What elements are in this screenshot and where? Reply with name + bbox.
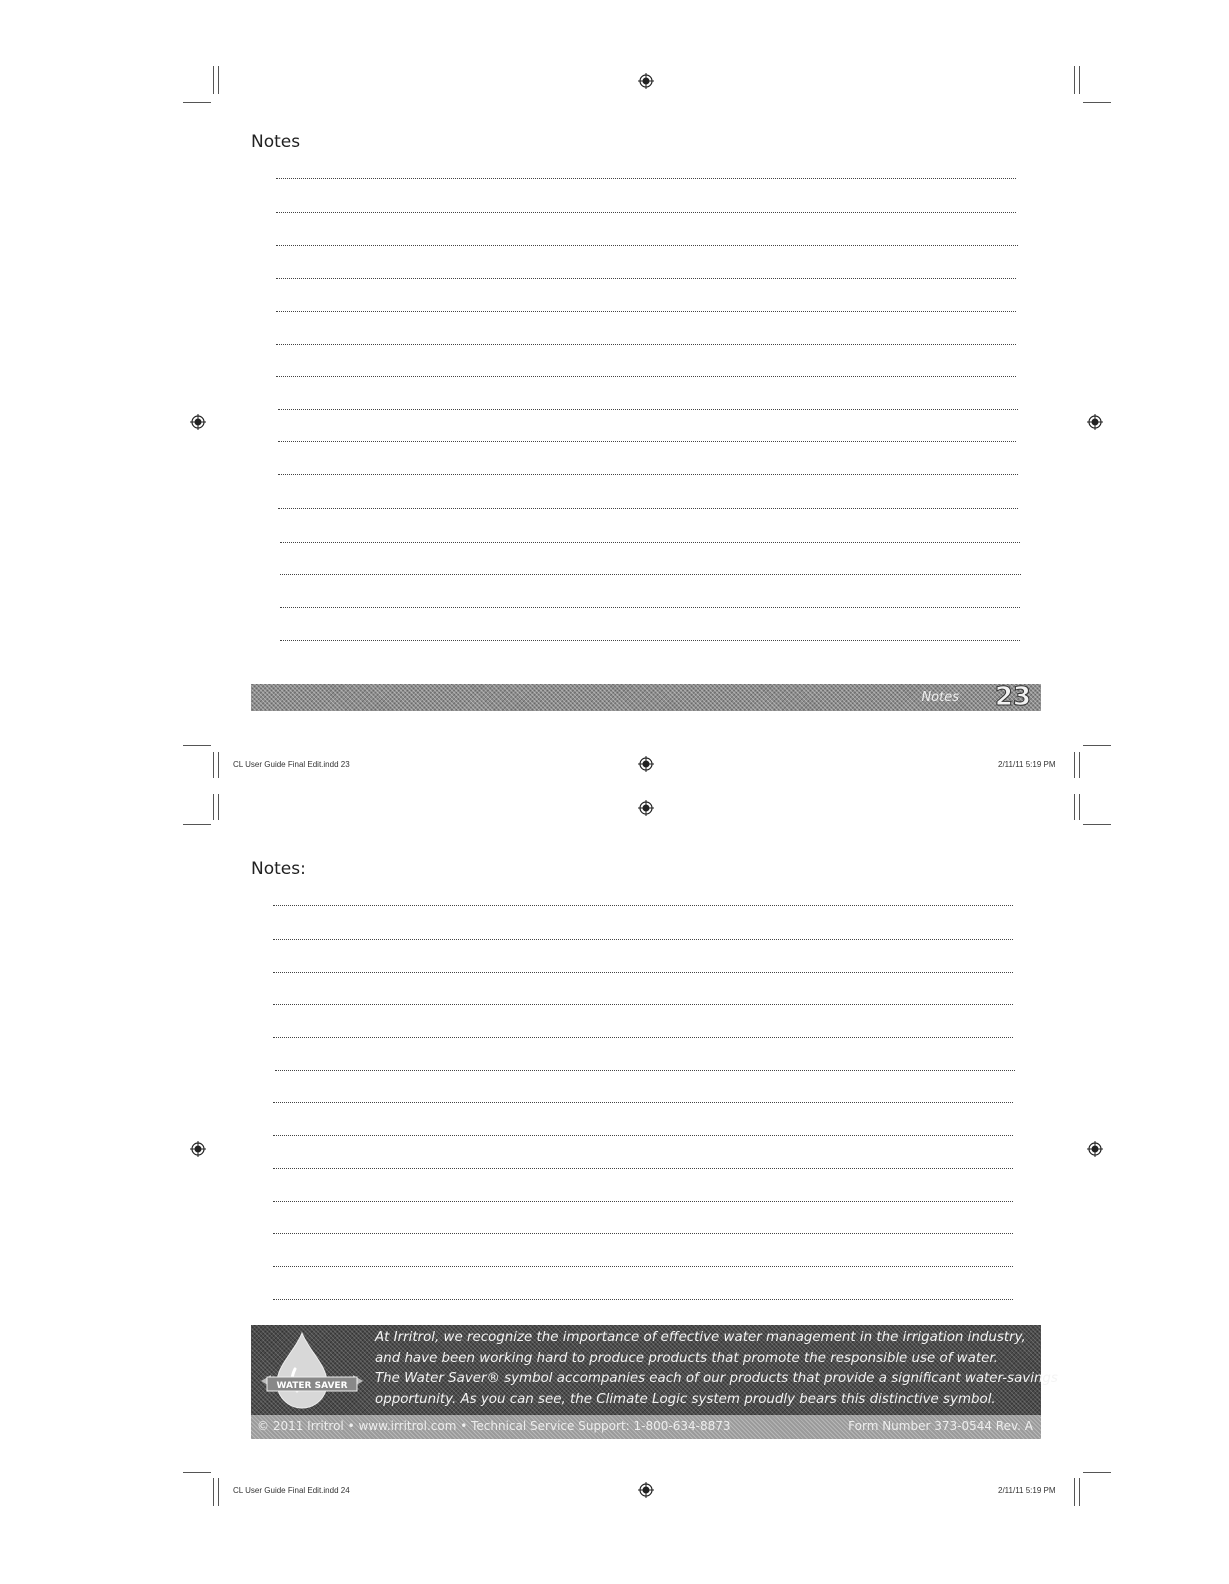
crop-mark — [1074, 752, 1075, 778]
registration-mark-icon — [190, 414, 206, 430]
registration-mark-icon — [638, 800, 654, 816]
crop-mark — [1074, 794, 1075, 820]
crop-mark — [213, 794, 214, 820]
note-line — [273, 1004, 1013, 1005]
footer-line: The Water Saver® symbol accompanies each of our products that provide a significant water-savings — [375, 1371, 1058, 1386]
note-line — [273, 905, 1013, 906]
note-line — [278, 508, 1018, 509]
page-title: Notes — [251, 132, 301, 152]
note-line — [273, 1037, 1013, 1038]
note-line — [273, 972, 1013, 973]
footer-line: and have been working hard to produce products that promote the responsible use of water. — [375, 1350, 998, 1366]
crop-mark — [1079, 794, 1080, 820]
note-line — [276, 212, 1016, 213]
note-line — [276, 278, 1016, 279]
registration-mark-icon — [1087, 1141, 1103, 1157]
crop-mark — [218, 1478, 219, 1506]
crop-mark — [1074, 66, 1075, 94]
note-line — [276, 178, 1016, 179]
crop-mark — [1079, 1478, 1080, 1506]
crop-mark — [1079, 66, 1080, 94]
crop-mark — [213, 66, 214, 94]
note-line — [278, 409, 1018, 410]
note-line — [276, 376, 1016, 377]
note-line — [273, 1168, 1013, 1169]
crop-mark — [218, 752, 219, 778]
note-line — [273, 1201, 1013, 1202]
note-line — [273, 1102, 1013, 1103]
page-footer-band — [251, 684, 1041, 711]
crop-mark — [213, 1478, 214, 1506]
slug-filename: CL User Guide Final Edit.indd 23 — [233, 760, 350, 769]
page-number: 23 — [994, 682, 1031, 712]
registration-mark-icon — [190, 1141, 206, 1157]
crop-mark — [183, 102, 211, 103]
crop-mark — [218, 66, 219, 94]
crop-mark — [213, 752, 214, 778]
note-line — [280, 542, 1020, 543]
crop-mark — [1074, 1478, 1075, 1506]
crop-mark — [183, 824, 211, 825]
crop-mark — [218, 794, 219, 820]
note-line — [278, 441, 1016, 442]
badge-text: WATER SAVER — [276, 1381, 348, 1391]
crop-mark — [1083, 1472, 1111, 1473]
footer-line: opportunity. As you can see, the Climate Logic system proudly bears this distinctive symbol. — [375, 1391, 996, 1407]
water-saver-footer — [251, 1325, 1058, 1439]
crop-mark — [1083, 745, 1111, 746]
crop-mark — [1083, 824, 1111, 825]
slug-date: 2/11/11 5:19 PM — [998, 1486, 1056, 1495]
registration-mark-icon — [1087, 414, 1103, 430]
note-line — [280, 607, 1020, 608]
water-saver-logo-icon — [257, 1329, 367, 1413]
note-line — [276, 344, 1016, 345]
registration-mark-icon — [638, 73, 654, 89]
crop-mark — [183, 745, 211, 746]
crop-mark — [1079, 752, 1080, 778]
note-line — [275, 1070, 1015, 1071]
note-line — [273, 1233, 1013, 1234]
note-line — [273, 1135, 1013, 1136]
registration-mark-icon — [638, 756, 654, 772]
note-line — [273, 1266, 1013, 1267]
footer-strip — [251, 1415, 1041, 1439]
slug-filename: CL User Guide Final Edit.indd 24 — [233, 1486, 350, 1495]
note-line — [280, 640, 1020, 641]
copyright-text: © 2011 Irritrol • www.irritrol.com • Technical Service Support: 1-800-634-8873 — [257, 1419, 731, 1433]
footer-line: At Irritrol, we recognize the importance of effective water management in the irrigation industry, — [375, 1330, 1026, 1345]
note-line — [273, 1299, 1013, 1300]
slug-date: 2/11/11 5:19 PM — [998, 760, 1056, 769]
footer-paragraph — [375, 1328, 1058, 1410]
band-section-label: Notes — [921, 690, 959, 705]
note-line — [278, 474, 1018, 475]
note-line — [280, 574, 1021, 575]
registration-mark-icon — [638, 1482, 654, 1498]
page-title: Notes: — [251, 859, 306, 879]
note-line — [276, 245, 1018, 246]
crop-mark — [1083, 102, 1111, 103]
note-line — [273, 939, 1013, 940]
form-number: Form Number 373-0544 Rev. A — [848, 1419, 1033, 1433]
crop-mark — [183, 1472, 211, 1473]
note-line — [276, 311, 1016, 312]
